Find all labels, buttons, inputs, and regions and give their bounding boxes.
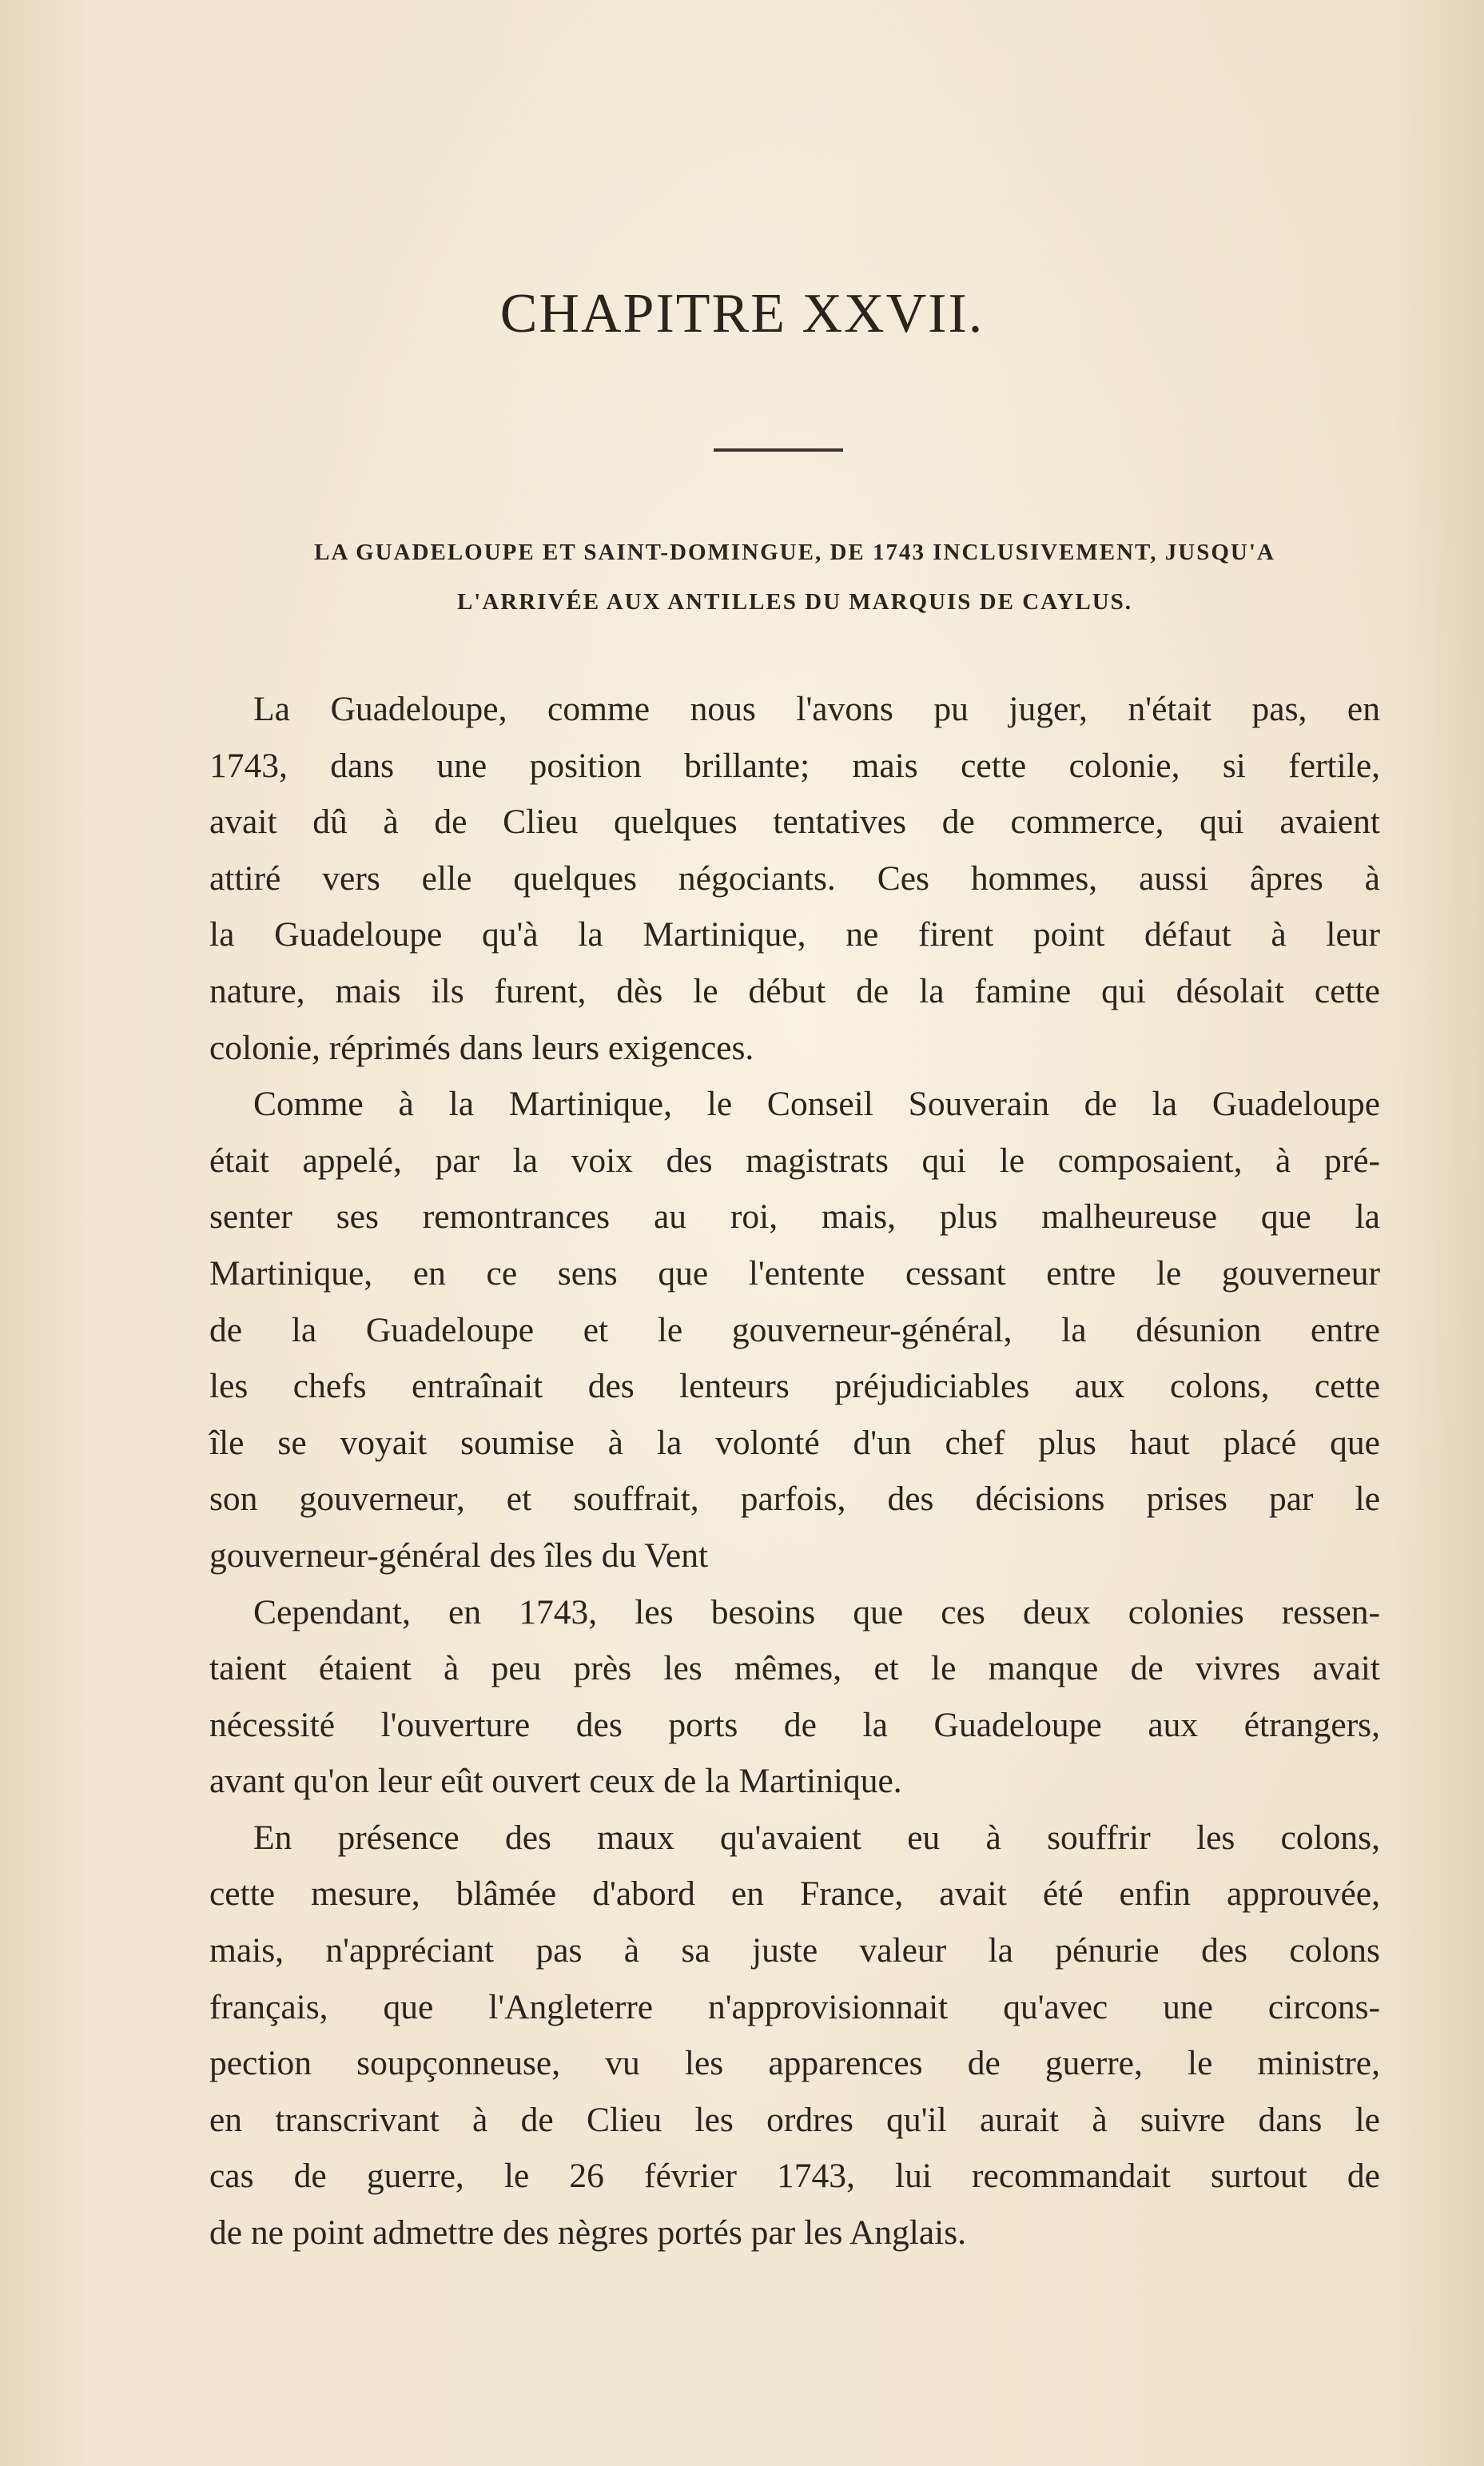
paragraph-3-line: Cependant, en 1743, les besoins que ces deux colonies ressen-	[253, 1592, 1380, 1631]
paragraph-1-line: colonie, réprimés dans leurs exigences.	[209, 1028, 754, 1067]
paragraph-1-line: la Guadeloupe qu'à la Martinique, ne firent point défaut à leur	[209, 915, 1380, 954]
paragraph-2-line: île se voyait soumise à la volonté d'un chef plus haut placé que	[209, 1423, 1380, 1462]
paragraph-2-line: de la Guadeloupe et le gouverneur-général, la désunion entre	[209, 1310, 1380, 1349]
summary-line: L'ARRIVÉE AUX ANTILLES DU MARQUIS DE CAYLUS.	[456, 589, 1133, 615]
paragraph-2-line: était appelé, par la voix des magistrats qui le composaient, à pré-	[209, 1141, 1380, 1180]
paragraph-2-line: son gouverneur, et souffrait, parfois, des décisions prises par le	[209, 1480, 1380, 1519]
chapter-title: CHAPITRE XXVII.	[499, 283, 985, 345]
paragraph-3-line: taient étaient à peu près les mêmes, et le manque de vivres avait	[209, 1649, 1380, 1688]
paragraph-4-line: cas de guerre, le 26 février 1743, lui recommandait surtout de	[209, 2157, 1380, 2196]
paragraph-1-line: avait dû à de Clieu quelques tentatives de commerce, qui avaient	[209, 803, 1380, 842]
chapter-summary	[209, 528, 1380, 627]
paragraph-4-line: pection soupçonneuse, vu les apparences de guerre, le ministre,	[209, 2044, 1380, 2083]
paragraph-4-line: mais, n'appréciant pas à sa juste valeur la pénurie des colons	[209, 1931, 1380, 1970]
title-divider	[714, 448, 843, 452]
paragraph-3-line: nécessité l'ouverture des ports de la Guadeloupe aux étrangers,	[209, 1705, 1380, 1744]
paragraph-4-line: En présence des maux qu'avaient eu à souffrir les colons,	[253, 1818, 1380, 1857]
paragraph-4-line: cette mesure, blâmée d'abord en France, avait été enfin approuvée,	[209, 1874, 1380, 1914]
paragraph-4-line: en transcrivant à de Clieu les ordres qu'il aurait à suivre dans le	[209, 2100, 1380, 2139]
paragraph-2-line: gouverneur-général des îles du Vent	[209, 1536, 709, 1575]
paragraph-3-line: avant qu'on leur eût ouvert ceux de la Martinique.	[209, 1762, 902, 1801]
paragraph-2-line: les chefs entraînait des lenteurs préjudiciables aux colons, cette	[209, 1367, 1380, 1406]
paragraph-2-line: Comme à la Martinique, le Conseil Souverain de la Guadeloupe	[253, 1085, 1380, 1124]
paragraph-4-line: de ne point admettre des nègres portés par les Anglais.	[209, 2213, 967, 2253]
paragraph-2-line: senter ses remontrances au roi, mais, plus malheureuse que la	[209, 1197, 1380, 1237]
body-text	[209, 681, 1380, 2261]
paragraph-1-line: nature, mais ils furent, dès le début de la famine qui désolait cette	[209, 971, 1380, 1010]
paragraph-1-line: attiré vers elle quelques négociants. Ces hommes, aussi âpres à	[209, 859, 1380, 898]
paragraph-2-line: Martinique, en ce sens que l'entente cessant entre le gouverneur	[209, 1253, 1380, 1293]
paragraph-4-line: français, que l'Angleterre n'approvisionnait qu'avec une circons-	[209, 1987, 1380, 2026]
summary-line: LA GUADELOUPE ET SAINT-DOMINGUE, DE 1743 INCLUSIVEMENT, JUSQU'A	[314, 540, 1275, 565]
paragraph-1-line: 1743, dans une position brillante; mais cette colonie, si fertile,	[209, 746, 1380, 785]
paragraph-1-line: La Guadeloupe, comme nous l'avons pu juger, n'était pas, en	[253, 690, 1380, 728]
